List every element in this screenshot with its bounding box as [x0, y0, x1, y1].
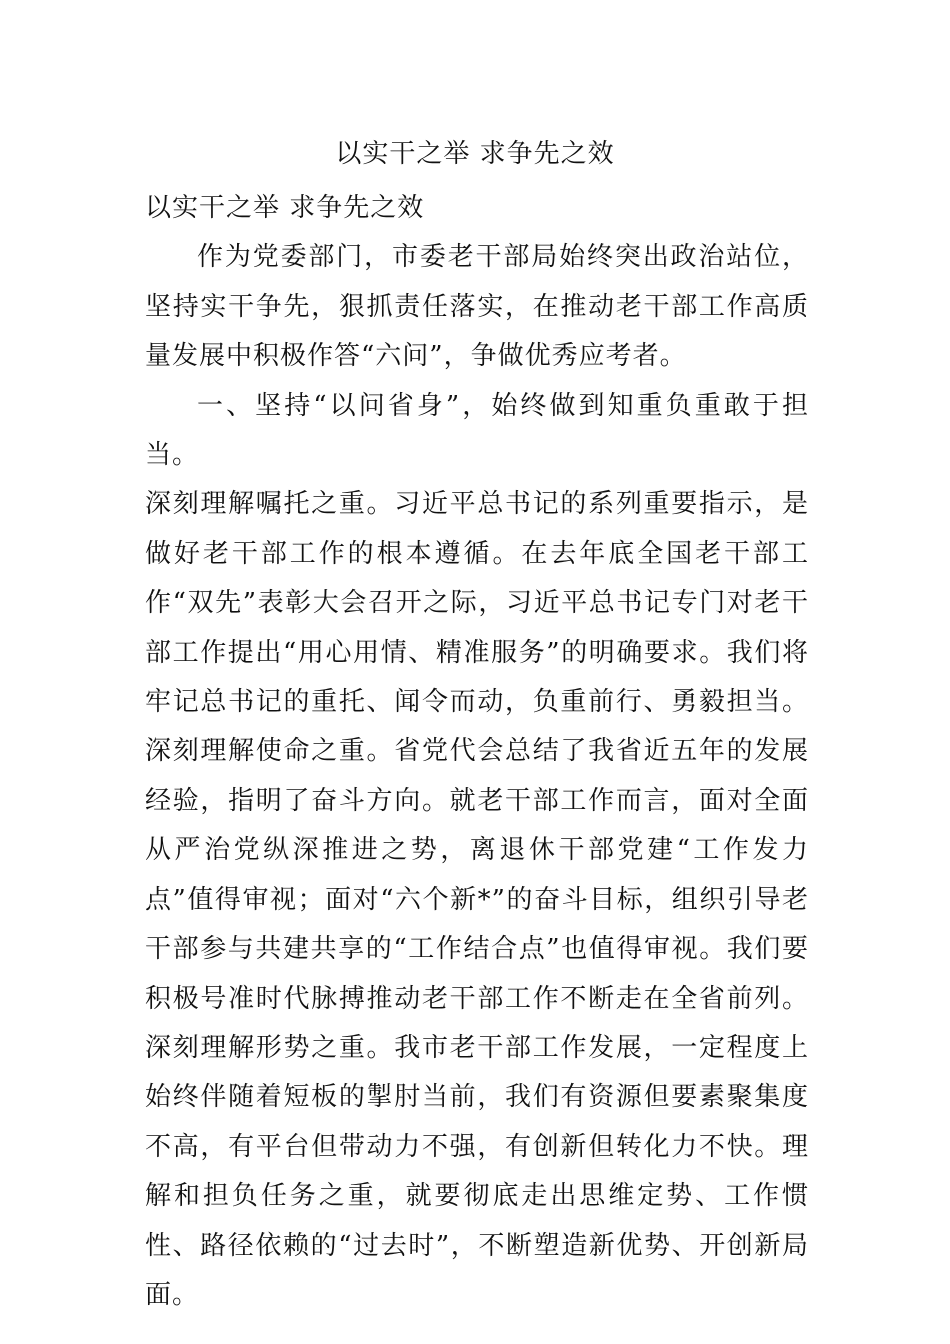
document-title: 以实干之举 求争先之效	[335, 139, 615, 169]
intro-paragraph: 作为党委部门，市委老干部局始终突出政治站位，坚持实干争先，狠抓责任落实，在推动老干部工作高质量发展中积极作答“六问”，争做优秀应考者。	[145, 242, 809, 372]
document-body	[145, 184, 809, 1320]
section-heading-paragraph: 一、坚持“以问省身”，始终做到知重负重敢于担当。	[145, 390, 809, 471]
body-paragraph: 深刻理解嘱托之重。习近平总书记的系列重要指示，是做好老干部工作的根本遵循。在去年底全国老干部工作“双先”表彰大会召开之际，习近平总书记专门对老干部工作提出“用心用情、精准服务”的明确要求。我们将牢记总书记的重托、闻令而动，负重前行、勇毅担当。深刻理解使命之重。省党代会总结了我省近五年的发展经验，指明了奋斗方向。就老干部工作而言，面对全面从严治党纵深推进之势，离退休干部党建“工作发力点”值得审视；面对“六个新*”的奋斗目标，组织引导老干部参与共建共享的“工作结合点”也值得审视。我们要积极号准时代脉搏推动老干部工作不断走在全省前列。深刻理解形势之重。我市老干部工作发展，一定程度上始终伴随着短板的掣肘当前，我们有资源但要素聚集度不高，有平台但带动力不强，有创新但转化力不快。理解和担负任务之重，就要彻底走出思维定势、工作惯性、路径依赖的“过去时”，不断塑造新优势、开创新局面。	[145, 489, 809, 1310]
document-subtitle: 以实干之举 求争先之效	[145, 193, 425, 223]
